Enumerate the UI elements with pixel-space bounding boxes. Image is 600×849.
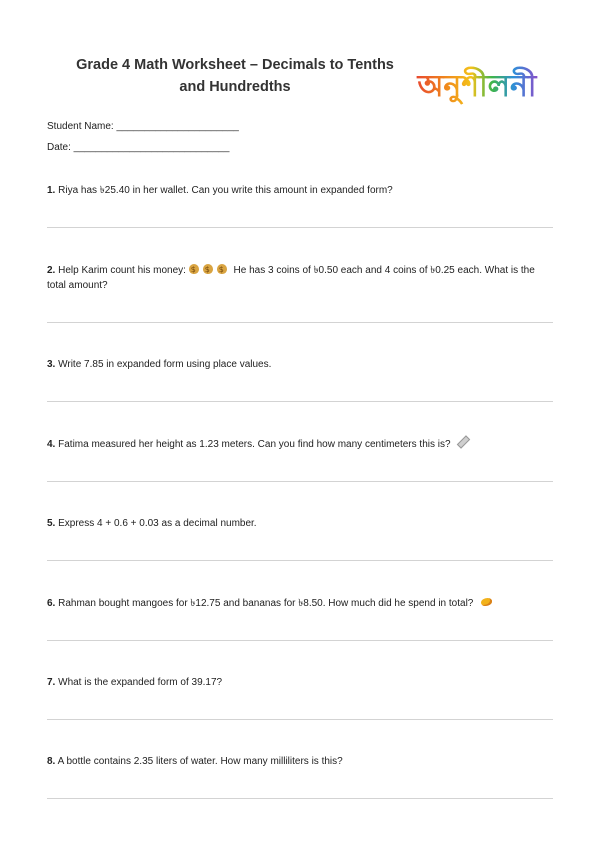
logo-text: অনুশীলনী xyxy=(417,69,537,104)
question-text: Write 7.85 in expanded form using place values. xyxy=(58,359,272,370)
title-line-1: Grade 4 Math Worksheet – Decimals to Tenths xyxy=(76,57,394,73)
question-text: Express 4 + 0.6 + 0.03 as a decimal number. xyxy=(58,518,257,529)
question-number: 1. xyxy=(47,185,56,196)
question-number: 3. xyxy=(47,359,56,370)
worksheet-title xyxy=(40,54,430,98)
question-number: 6. xyxy=(47,598,56,609)
question-text: What is the expanded form of 39.17? xyxy=(58,677,223,688)
answer-line-4[interactable] xyxy=(47,481,553,482)
question-6 xyxy=(47,596,555,611)
brand-logo xyxy=(398,52,556,108)
question-number: 4. xyxy=(47,439,56,450)
money-bag-icon xyxy=(189,264,199,274)
answer-line-6[interactable] xyxy=(47,640,553,641)
money-bag-icon xyxy=(203,264,213,274)
title-line-2: and Hundredths xyxy=(179,79,291,95)
student-name-field[interactable]: Student Name: ______________________ xyxy=(47,121,239,132)
question-text-b: He has 3 coins of ৳0.50 each and 4 coins of ৳0.25 each. What is the total amount? xyxy=(47,265,535,291)
logo-graphic xyxy=(398,52,556,108)
question-2 xyxy=(47,263,555,293)
answer-line-5[interactable] xyxy=(47,560,553,561)
question-5 xyxy=(47,516,555,531)
question-7 xyxy=(47,675,555,690)
question-3 xyxy=(47,357,555,372)
ruler-icon xyxy=(457,435,470,448)
mango-icon xyxy=(481,598,492,606)
money-bag-icon xyxy=(217,264,227,274)
question-number: 7. xyxy=(47,677,56,688)
question-number: 8. xyxy=(47,756,56,767)
question-text: Fatima measured her height as 1.23 meters. Can you find how many centimeters this is? xyxy=(58,439,451,450)
answer-line-1[interactable] xyxy=(47,227,553,228)
question-number: 2. xyxy=(47,265,56,276)
answer-line-7[interactable] xyxy=(47,719,553,720)
question-text: Riya has ৳25.40 in her wallet. Can you write this amount in expanded form? xyxy=(58,185,393,196)
question-text-a: Help Karim count his money: xyxy=(58,265,186,276)
question-number: 5. xyxy=(47,518,56,529)
question-1 xyxy=(47,183,555,198)
answer-line-3[interactable] xyxy=(47,401,553,402)
question-text: Rahman bought mangoes for ৳12.75 and bananas for ৳8.50. How much did he spend in total? xyxy=(58,598,474,609)
answer-line-2[interactable] xyxy=(47,322,553,323)
question-text: A bottle contains 2.35 liters of water. How many milliliters is this? xyxy=(57,756,343,767)
question-8 xyxy=(47,754,555,769)
question-4 xyxy=(47,437,555,452)
date-field[interactable]: Date: ____________________________ xyxy=(47,142,230,153)
answer-line-8[interactable] xyxy=(47,798,553,799)
